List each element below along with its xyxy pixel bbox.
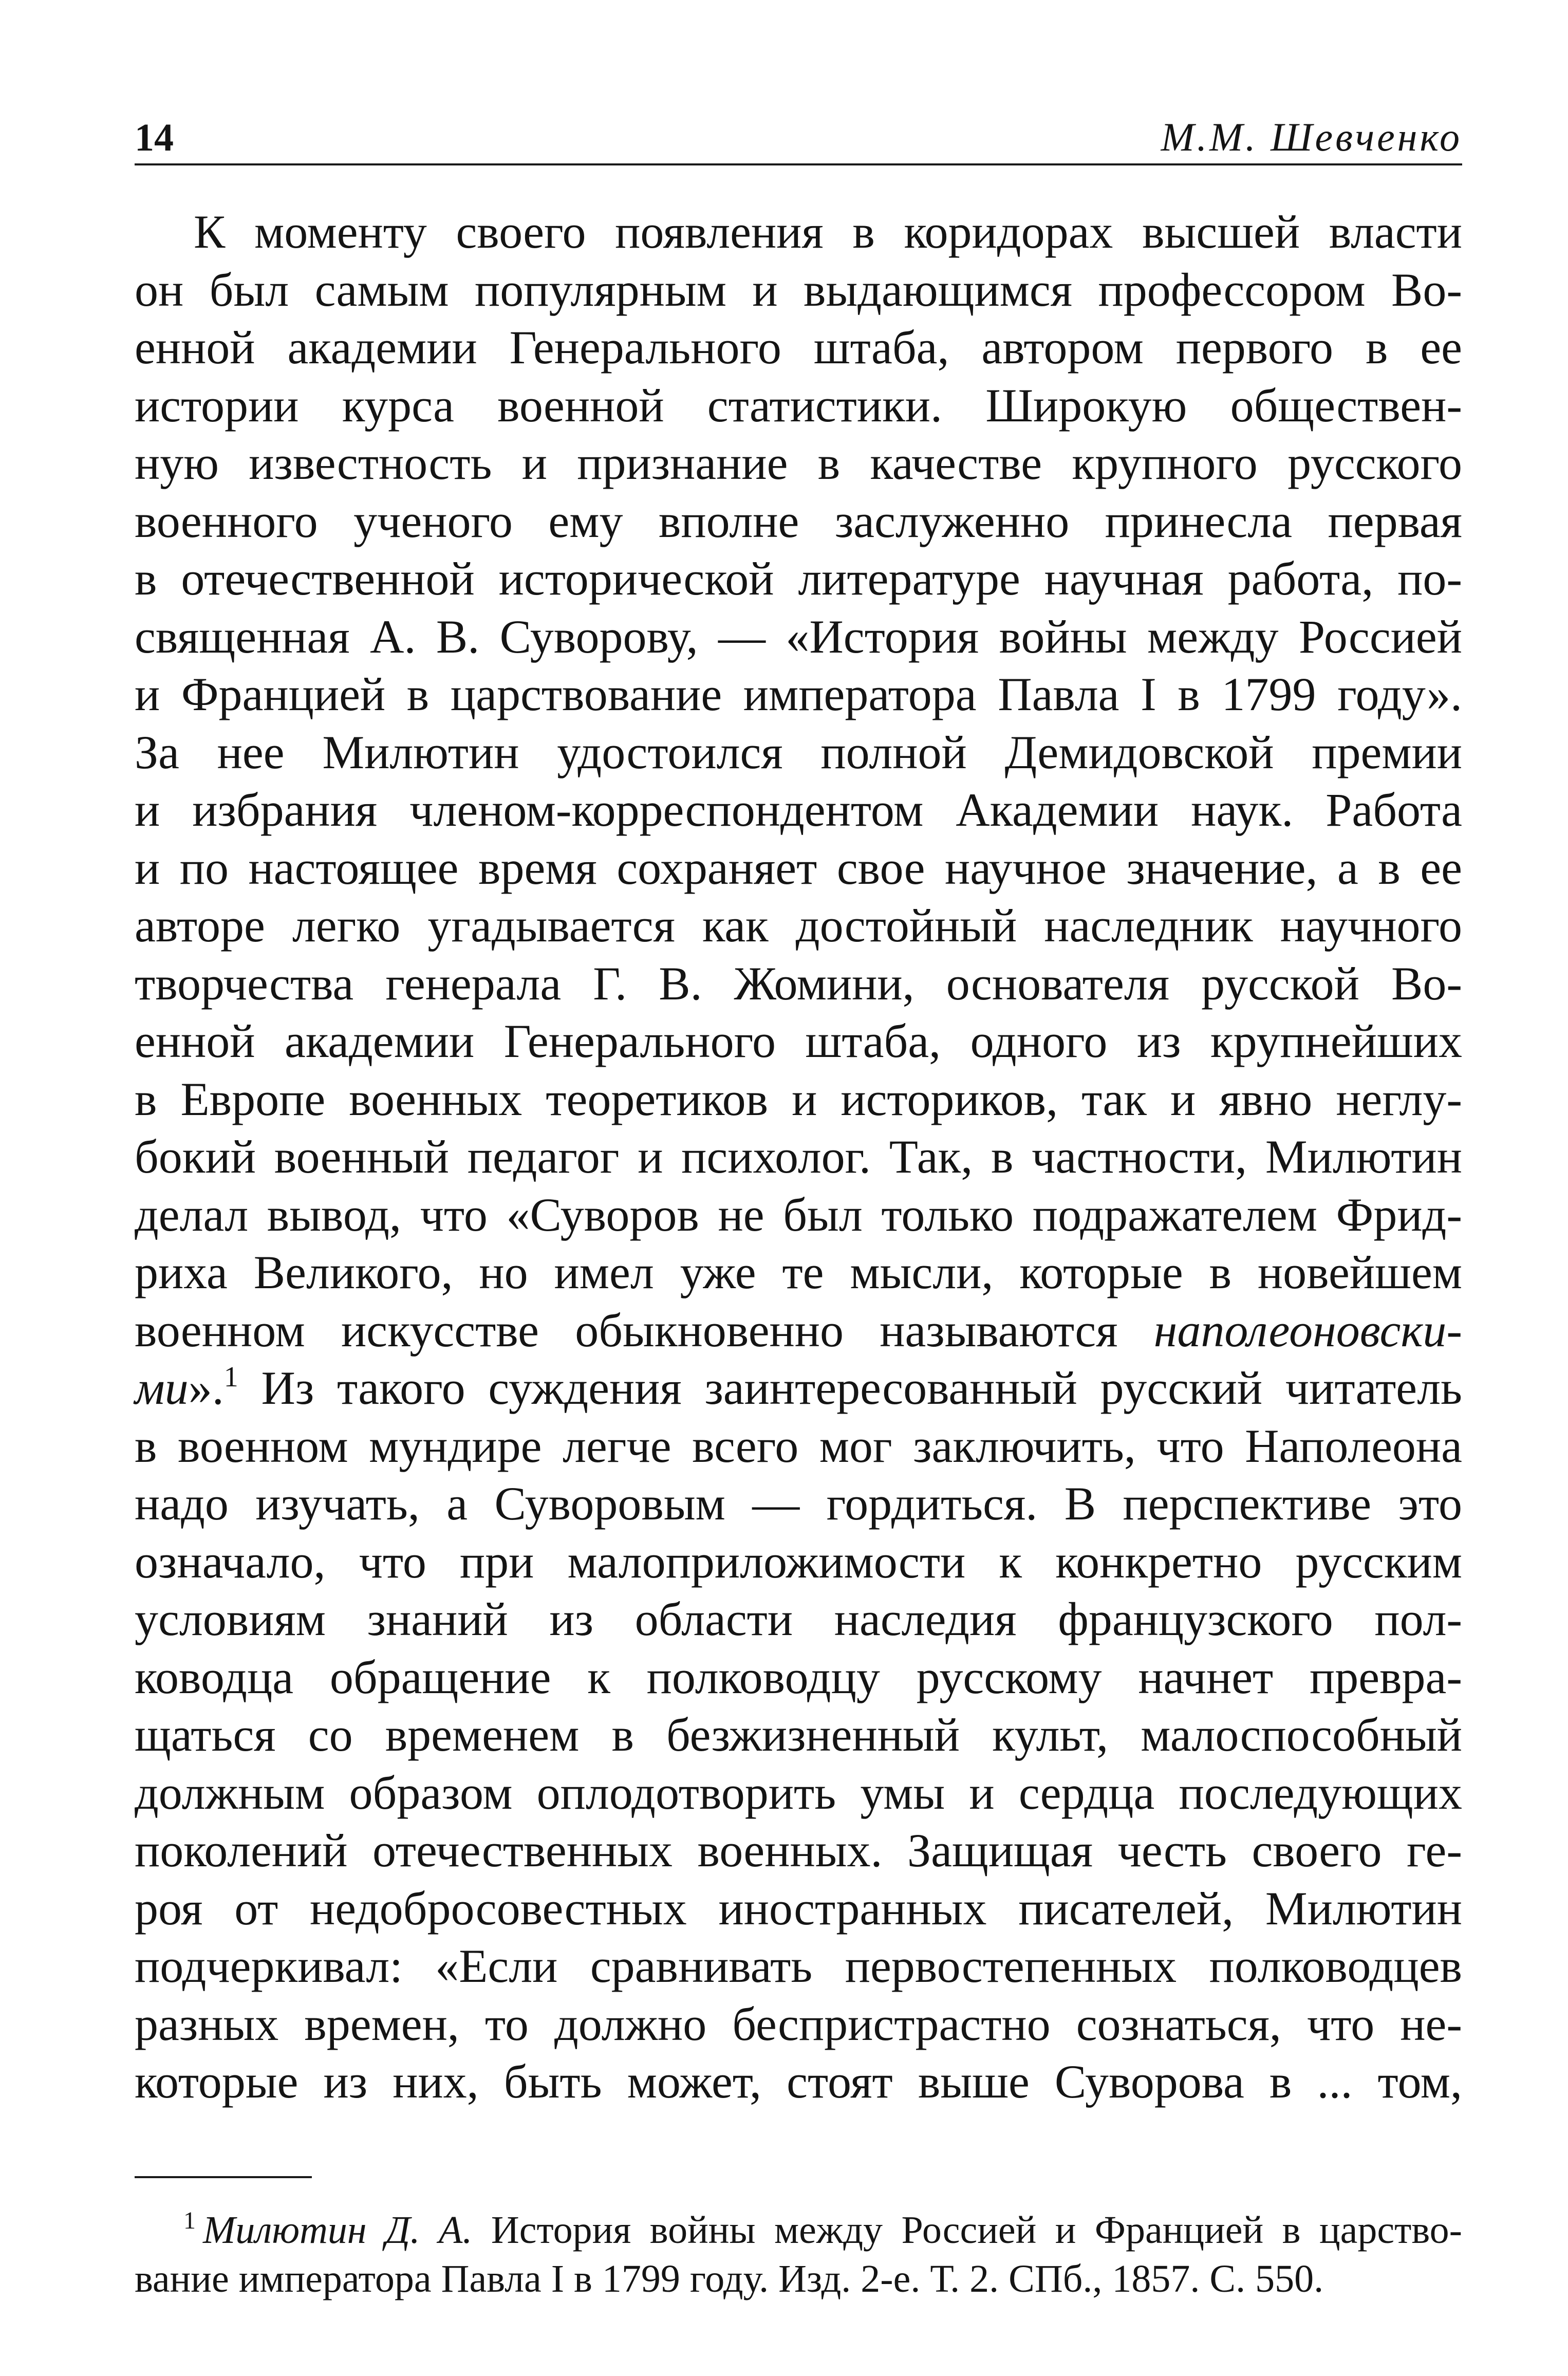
footnote-divider [135,2176,312,2178]
text-line: условиям знаний из области наследия французского пол- [135,1593,1462,1645]
text-segment: Из такого суждения заинтересованный русский читатель [238,1362,1462,1414]
italic-term-end: ми [135,1362,189,1414]
footnote-reference[interactable]: 1 [223,1361,238,1393]
text-line: и Францией в царствование императора Павла I в 1799 году». [135,668,1462,720]
text-line: он был самым популярным и выдающимся профессором Во- [135,263,1462,316]
text-line: енной академии Генерального штаба, автором первого в ее [135,321,1462,374]
text-line: в отечественной исторической литературе научная работа, по- [135,552,1462,605]
text-line: в военном мундире легче всего мог заключить, что Наполеона [135,1419,1462,1472]
footnote [135,2206,1462,2304]
quote-close: ». [188,1362,224,1414]
text-line: ководца обращение к полководцу русскому начнет превра- [135,1650,1462,1703]
footnote-marker: 1 [183,2207,196,2234]
text-line: щаться со временем в безжизненный культ, малоспособный [135,1709,1462,1761]
text-line: священная А. В. Суворову, — «История войны между Россией [135,610,1462,663]
text-line: творчества генерала Г. В. Жомини, основателя русской Во- [135,957,1462,1010]
header-rule [135,163,1462,165]
text-line: разных времен, то должно беспристрастно сознаться, что не- [135,1997,1462,2050]
footnote-author: Милютин Д. А. [203,2208,473,2252]
text-line: делал вывод, что «Суворов не был только подражателем Фрид- [135,1188,1462,1241]
text-line: поколений отечественных военных. Защищая честь своего ге- [135,1824,1462,1877]
text-line: и избрания членом-корреспондентом Академии наук. Работа [135,784,1462,836]
text-line: За нее Милютин удостоился полной Демидовской премии [135,726,1462,778]
footnote-line: вание императора Павла I в 1799 году. Изд. 2-е. Т. 2. СПб., 1857. С. 550. [135,2257,1324,2300]
text-line: бокий военный педагог и психолог. Так, в частности, Милютин [135,1130,1462,1183]
footnote-text: История войны между Россией и Францией в царство- [472,2208,1462,2252]
text-line: военного ученого ему вполне заслуженно принесла первая [135,494,1462,547]
text-line [135,1359,1462,1417]
text-line: надо изучать, а Суворовым — гордиться. В перспективе это [135,1477,1462,1530]
text-line: в Европе военных теоретиков и историков, так и явно неглу- [135,1072,1462,1125]
text-line: которые из них, быть может, стоят выше Суворова в ... том, [135,2055,1462,2108]
running-head: М.М. Шевченко [1161,115,1462,159]
text-line: истории курса военной статистики. Широкую обществен- [135,379,1462,432]
text-line [135,1302,1462,1360]
italic-term: наполеоновски- [1153,1304,1462,1357]
text-line: и по настоящее время сохраняет свое научное значение, а в ее [135,841,1462,894]
text-line: авторе легко угадывается как достойный наследник научного [135,899,1462,952]
text-line: роя от недобросовестных иностранных писателей, Милютин [135,1882,1462,1935]
page-header [135,113,1462,158]
footnote-line [135,2206,1462,2255]
text-line: К моменту своего появления в коридорах высшей власти [194,206,1462,258]
text-line: ную известность и признание в качестве крупного русского [135,437,1462,489]
text-line: должным образом оплодотворить умы и сердца последующих [135,1766,1462,1819]
text-line: енной академии Генерального штаба, одного из крупнейших [135,1015,1462,1067]
page-number: 14 [135,116,174,159]
text-line: означало, что при малоприложимости к конкретно русским [135,1535,1462,1588]
text-line: подчеркивал: «Если сравнивать первостепенных полководцев [135,1940,1462,1992]
text-line: риха Великого, но имел уже те мысли, которые в новейшем [135,1246,1462,1298]
text-segment: военном искусстве обыкновенно называются [135,1304,1118,1357]
main-text [135,203,1462,2111]
